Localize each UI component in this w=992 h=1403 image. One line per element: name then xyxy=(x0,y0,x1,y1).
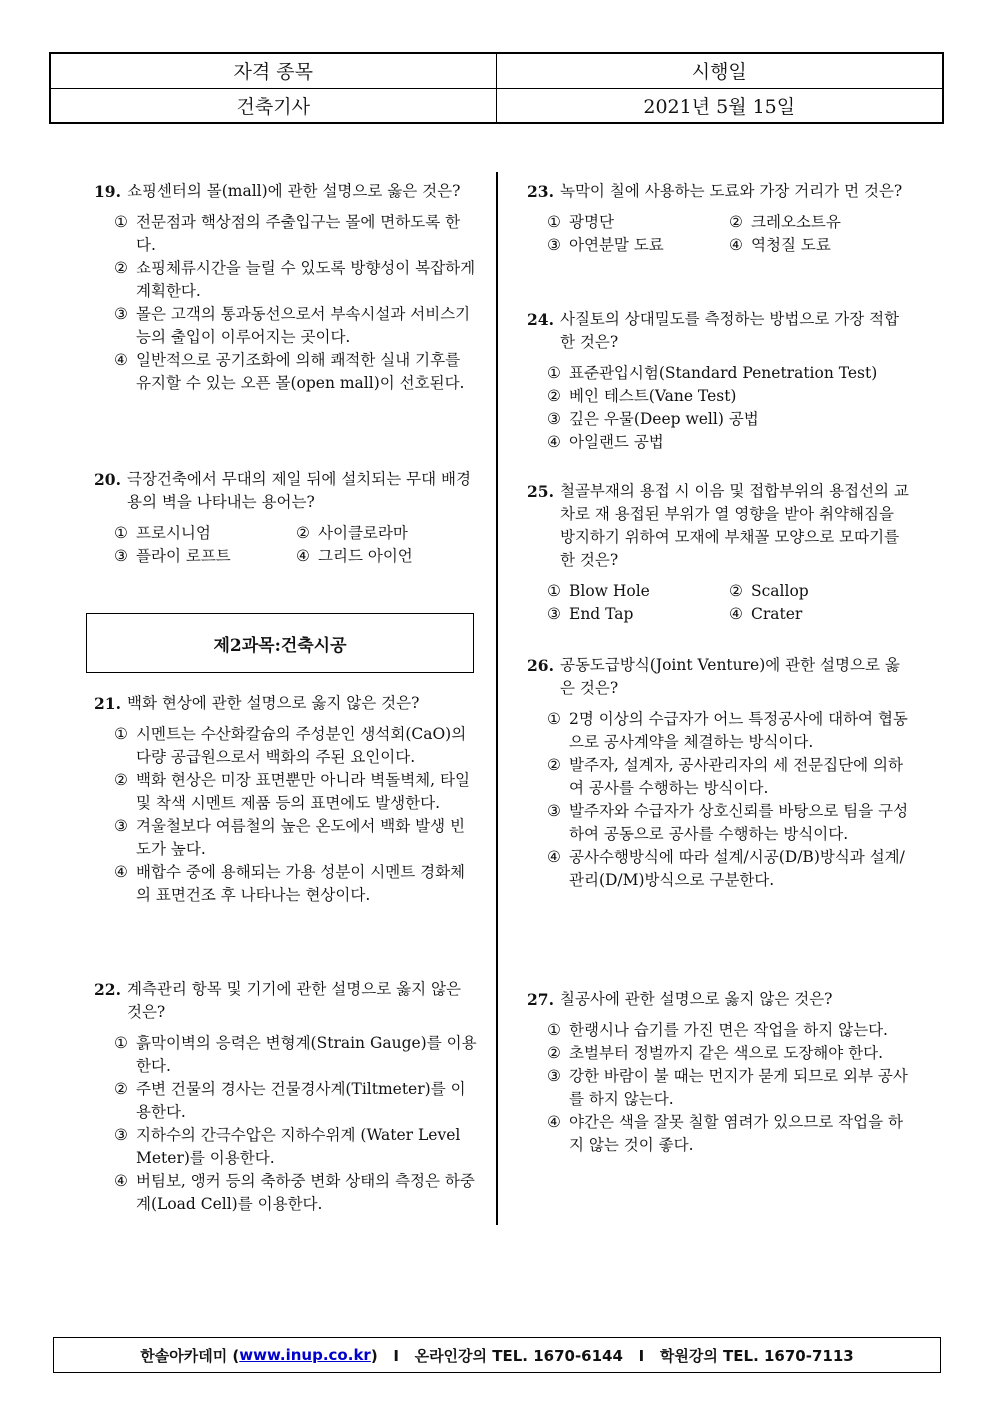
option: ① 한랭시나 습기를 가진 면은 작업을 하지 않는다. xyxy=(547,1021,888,1039)
question-text: 공동도급방식(Joint Venture)에 관한 설명으로 옳은 것은? xyxy=(559,656,900,697)
question-20 xyxy=(94,468,478,568)
option: ③ 플라이 로프트 xyxy=(114,547,231,565)
option: ② 발주자, 설계자, 공사관리자의 세 전문집단에 의하여 공사를 수행하는 방식이다. xyxy=(547,756,903,797)
question-number: 23. xyxy=(527,182,554,201)
option: ③ 아연분말 도료 xyxy=(547,236,664,254)
option: ① Blow Hole xyxy=(547,582,650,600)
question-22 xyxy=(94,978,478,1216)
option: ① 2명 이상의 수급자가 어느 특정공사에 대하여 협동으로 공사계약을 체결하는 방식이다. xyxy=(547,710,908,751)
option: ② 크레오소트유 xyxy=(729,213,841,231)
question-text: 극장건축에서 무대의 제일 뒤에 설치되는 무대 배경용의 벽을 나타내는 용어는? xyxy=(126,470,471,511)
option: ② Scallop xyxy=(729,582,809,600)
question-23 xyxy=(527,180,911,257)
header-col2-title: 시행일 xyxy=(496,53,943,88)
question-number: 24. xyxy=(527,310,554,329)
column-divider xyxy=(496,172,498,1225)
option: ③ 발주자와 수급자가 상호신뢰를 바탕으로 팀을 구성하여 공동으로 공사를 수행하는 방식이다. xyxy=(547,802,909,843)
question-text: 칠공사에 관한 설명으로 옳지 않은 것은? xyxy=(559,990,833,1008)
option: ② 베인 테스트(Vane Test) xyxy=(547,387,737,405)
option: ① 전문점과 핵상점의 주출입구는 몰에 면하도록 한다. xyxy=(114,213,461,254)
option: ② 사이클로라마 xyxy=(296,524,408,542)
exam-header-table xyxy=(49,52,944,124)
option: ③ 강한 바람이 불 때는 먼지가 묻게 되므로 외부 공사를 하지 않는다. xyxy=(547,1067,908,1108)
question-19 xyxy=(94,180,478,395)
option: ④ Crater xyxy=(729,605,803,623)
option: ④ 공사수행방식에 따라 설계/시공(D/B)방식과 설계/관리(D/M)방식으로 구분한다. xyxy=(547,848,905,889)
question-text: 녹막이 칠에 사용하는 도료와 가장 거리가 먼 것은? xyxy=(559,182,903,200)
header-col1-title: 자격 종목 xyxy=(50,53,496,88)
option: ① 시멘트는 수산화칼슘의 주성분인 생석회(CaO)의 다량 공급원으로서 백화의 주된 요인이다. xyxy=(114,725,467,766)
option: ② 쇼핑체류시간을 늘릴 수 있도록 방향성이 복잡하게 계획한다. xyxy=(114,259,476,300)
question-number: 27. xyxy=(527,990,554,1009)
question-27 xyxy=(527,988,911,1157)
option: ④ 일반적으로 공기조화에 의해 쾌적한 실내 기후를 유지할 수 있는 오픈 몰(open mall)이 선호된다. xyxy=(114,351,465,392)
option: ③ 겨울철보다 여름철의 높은 온도에서 백화 발생 빈도가 높다. xyxy=(114,817,466,858)
option: ④ 야간은 색을 잘못 칠할 염려가 있으므로 작업을 하지 않는 것이 좋다. xyxy=(547,1113,903,1154)
question-24 xyxy=(527,308,911,454)
question-26 xyxy=(527,654,911,892)
option: ④ 버팀보, 앵커 등의 축하중 변화 상태의 측정은 하중계(Load Cell)를 이용한다. xyxy=(114,1172,475,1213)
option: ① 표준관입시험(Standard Penetration Test) xyxy=(547,364,878,382)
option: ③ 지하수의 간극수압은 지하수위계 (Water Level Meter)를 이용한다. xyxy=(114,1126,461,1167)
option: ③ End Tap xyxy=(547,605,634,623)
option: ① 흙막이벽의 응력은 변형계(Strain Gauge)를 이용한다. xyxy=(114,1034,477,1075)
option: ④ 아일랜드 공법 xyxy=(547,433,664,451)
option: ② 초벌부터 정벌까지 같은 색으로 도장해야 한다. xyxy=(547,1044,884,1062)
option: ② 백화 현상은 미장 표면뿐만 아니라 벽돌벽체, 타일 및 착색 시멘트 제품 등의 표면에도 발생한다. xyxy=(114,771,470,812)
header-col1-value: 건축기사 xyxy=(50,88,496,123)
question-text: 계측관리 항목 및 기기에 관한 설명으로 옳지 않은 것은? xyxy=(126,980,461,1021)
question-21 xyxy=(94,692,478,907)
option: ① 광명단 xyxy=(547,213,614,231)
question-text: 쇼핑센터의 몰(mall)에 관한 설명으로 옳은 것은? xyxy=(126,182,461,200)
question-number: 20. xyxy=(94,470,121,489)
option: ② 주변 건물의 경사는 건물경사계(Tiltmeter)를 이용한다. xyxy=(114,1080,466,1121)
question-text: 철골부재의 용접 시 이음 및 접합부위의 용접선의 교차로 재 용접된 부위가 열 영향을 받아 취약해짐을 방지하기 위하여 모재에 부채꼴 모양으로 모따기를 한 것은? xyxy=(559,482,909,569)
question-number: 25. xyxy=(527,482,554,501)
header-col2-value: 2021년 5월 15일 xyxy=(496,88,943,123)
option: ① 프로시니엄 xyxy=(114,524,211,542)
question-25 xyxy=(527,480,911,626)
question-number: 26. xyxy=(527,656,554,675)
option: ④ 역청질 도료 xyxy=(729,236,831,254)
footer-contact: ) I 온라인강의 TEL. 1670-6144 I 학원강의 TEL. 1670-7113 xyxy=(370,1346,854,1365)
question-text: 백화 현상에 관한 설명으로 옳지 않은 것은? xyxy=(126,694,420,712)
question-number: 22. xyxy=(94,980,121,999)
subject-heading-box: 제2과목:건축시공 xyxy=(86,613,474,673)
footer-academy: 한솔아카데미 ( xyxy=(140,1346,240,1365)
footer-bar xyxy=(53,1337,941,1373)
question-text: 사질토의 상대밀도를 측정하는 방법으로 가장 적합한 것은? xyxy=(559,310,900,351)
option: ④ 배합수 중에 용해되는 가용 성분이 시멘트 경화체의 표면건조 후 나타나는 현상이다. xyxy=(114,863,466,904)
option: ③ 깊은 우물(Deep well) 공법 xyxy=(547,410,759,428)
question-number: 19. xyxy=(94,182,121,201)
option: ④ 그리드 아이언 xyxy=(296,547,413,565)
footer-website-link[interactable]: www.inup.co.kr xyxy=(239,1346,371,1364)
question-number: 21. xyxy=(94,694,121,713)
option: ③ 몰은 고객의 통과동선으로서 부속시설과 서비스기능의 출입이 이루어지는 곳이다. xyxy=(114,305,471,346)
